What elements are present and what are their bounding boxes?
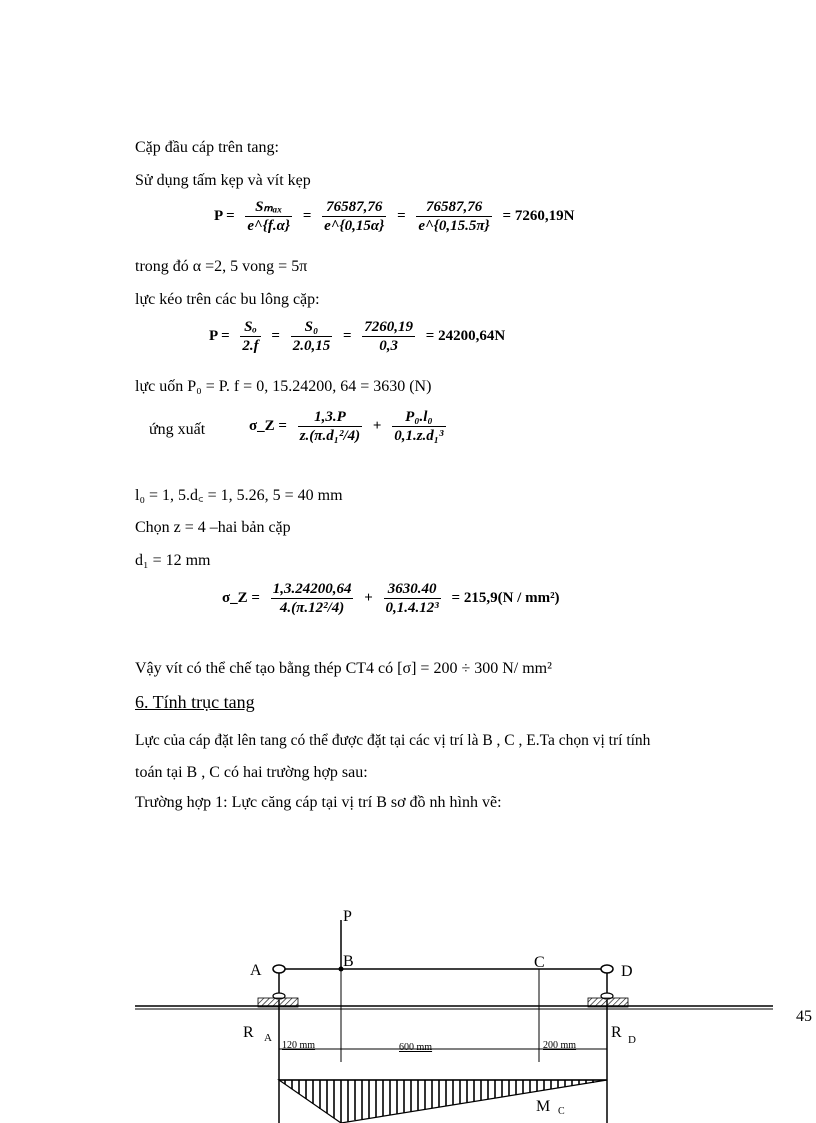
text-line: lực kéo trên các bu lông cặp: bbox=[135, 291, 320, 308]
eq-rhs: = 24200,64N bbox=[425, 328, 506, 344]
numerator: Sₘₐₓ bbox=[245, 198, 292, 217]
numerator: 3630.40 bbox=[384, 580, 441, 599]
text-line: Chọn z = 4 –hai bản cặp bbox=[135, 519, 291, 536]
numerator: 76587,76 bbox=[416, 198, 491, 217]
label-p: P bbox=[343, 908, 352, 925]
numerator: 76587,76 bbox=[322, 198, 386, 217]
text-line: Cặp đầu cáp trên tang: bbox=[135, 139, 279, 156]
denominator: 0,3 bbox=[379, 338, 399, 354]
numerator: 1,3.24200,64 bbox=[272, 581, 352, 597]
eq-lhs: P = bbox=[209, 328, 230, 344]
text-line: Vậy vít có thể chế tạo bằng thép CT4 có [σ] = 200 ÷ 300 N/ mm² bbox=[135, 660, 552, 677]
eq-lhs: σ_Z = bbox=[249, 418, 287, 434]
paragraph-line: Trường hợp 1: Lực căng cáp tại vị trí B sơ đồ nh hình vẽ: bbox=[135, 794, 502, 811]
text-line: ứng xuất bbox=[149, 421, 206, 438]
equation-1: P = $\frac{\text{Sₘₐₓ}}{e\^{}\{f.\alpha\}}$ = $\frac{76587,76}{e\^{}\{0,15\alpha\}}$ = $\frac{76587,76}{e\^{}\{0,15.5\pi\}}$ = 7260,19N bbox=[214, 199, 575, 234]
text-line: lực uốn P₀ = P. f = 0, 15.24200, 64 = 3630 (N) bbox=[135, 378, 432, 395]
label-rd: R bbox=[611, 1024, 622, 1041]
support-base-d bbox=[588, 998, 628, 1007]
label-d: D bbox=[621, 963, 633, 980]
dim-label: 200 mm bbox=[543, 1040, 577, 1051]
denominator: z.(π.d₁²/4) bbox=[299, 428, 361, 444]
numerator: 1,3.P bbox=[298, 408, 362, 427]
numerator: Sₒ bbox=[240, 318, 260, 337]
denominator: e^{0,15α} bbox=[324, 218, 385, 234]
eq-rhs: = 7260,19N bbox=[502, 208, 575, 224]
denominator: 2.0,15 bbox=[292, 338, 331, 354]
numerator: S₀ bbox=[291, 318, 333, 337]
paragraph-line: toán tại B , C có hai trường hợp sau: bbox=[135, 764, 368, 781]
denominator: e^{f.α} bbox=[247, 218, 291, 234]
plus-sign: + bbox=[364, 590, 373, 606]
text-line: trong đó α =2, 5 vong = 5π bbox=[135, 258, 308, 275]
label-mc-sub: C bbox=[558, 1106, 565, 1117]
text-line: l₀ = 1, 5.d꜀ = 1, 5.26, 5 = 40 mm bbox=[135, 487, 343, 504]
paragraph-line: Lực của cáp đặt lên tang có thể được đặt tại các vị trí là B , C , E.Ta chọn vị trí tính bbox=[135, 732, 651, 749]
label-mc: M bbox=[536, 1098, 551, 1115]
denominator: 4.(π.12²/4) bbox=[279, 600, 345, 616]
support-pin-d bbox=[601, 965, 613, 973]
eq-lhs: σ_Z = bbox=[222, 590, 260, 606]
label-c: C bbox=[534, 954, 545, 971]
text-line: Sử dụng tấm kẹp và vít kẹp bbox=[135, 172, 311, 189]
text-line: d₁ = 12 mm bbox=[135, 552, 211, 569]
numerator: 7260,19 bbox=[364, 319, 414, 335]
label-rd-sub: D bbox=[628, 1034, 636, 1046]
denominator: e^{0,15.5π} bbox=[418, 218, 490, 234]
plus-sign: + bbox=[372, 418, 382, 434]
label-ra: R bbox=[243, 1024, 254, 1041]
dim-label: 120 mm bbox=[282, 1040, 316, 1051]
numerator: P₀.l₀ bbox=[392, 408, 445, 427]
equation-2: P = $\frac{\text{Sₒ}}{2.f}$ = $\frac{\text{S₀}}{2.0,15}$ = $\frac{7260,19}{0,3}$ = 24200,64N bbox=[209, 319, 506, 354]
support-base-a bbox=[258, 998, 298, 1007]
eq-lhs: P = bbox=[214, 208, 235, 224]
denominator: 0,1.z.d₁³ bbox=[394, 428, 444, 444]
support-pin-a bbox=[273, 965, 285, 973]
label-ra-sub: A bbox=[264, 1032, 272, 1044]
dim-label: 600 mm bbox=[399, 1042, 433, 1053]
eq-rhs: = 215,9(N / mm²) bbox=[451, 590, 560, 606]
label-a: A bbox=[250, 962, 262, 979]
page-number: 45 bbox=[796, 1008, 812, 1025]
denominator: 2.f bbox=[242, 338, 259, 354]
denominator: 0,1.4.12³ bbox=[385, 600, 439, 616]
section-heading: 6. Tính trục tang bbox=[135, 692, 255, 712]
label-b: B bbox=[343, 953, 354, 970]
